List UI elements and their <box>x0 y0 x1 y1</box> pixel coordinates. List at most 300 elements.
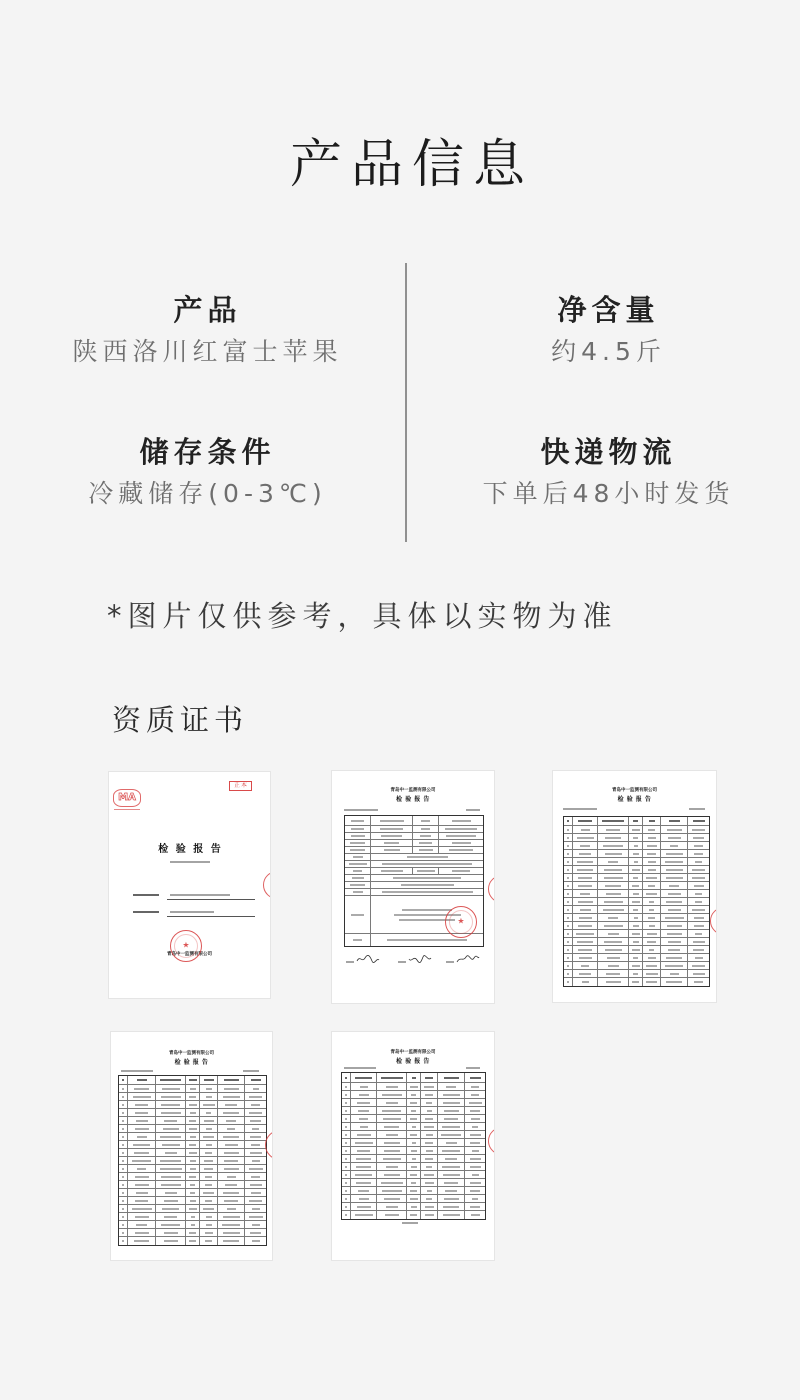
report-table-text <box>410 1190 417 1192</box>
report-table-cell <box>421 1099 438 1106</box>
report-table-cell <box>629 978 643 986</box>
report-table-row <box>119 1205 266 1213</box>
red-seal <box>445 906 477 938</box>
report-table-text <box>224 1152 239 1154</box>
report-table-text <box>426 1150 433 1152</box>
report-table-cell <box>407 1211 421 1219</box>
report-table-text <box>567 885 569 887</box>
page-number <box>466 1067 480 1069</box>
report-table-cell <box>465 1073 485 1082</box>
report-table-cell <box>351 1131 377 1138</box>
report-table-text <box>204 1079 214 1081</box>
report-table-row <box>342 1147 485 1155</box>
report-table-text <box>419 849 433 851</box>
report-table-cell <box>421 1083 438 1090</box>
report-table-cell <box>688 898 709 905</box>
report-table-cell <box>342 1195 351 1202</box>
report-table-cell <box>564 946 573 953</box>
report-table-text <box>605 853 622 855</box>
report-table-text <box>190 1200 196 1202</box>
report-table-text <box>577 861 593 863</box>
report-table-row <box>119 1133 266 1141</box>
report-table-cell <box>218 1101 245 1108</box>
report-table-text <box>189 1120 196 1122</box>
report-table-text <box>162 1088 180 1090</box>
report-table-text <box>122 1184 124 1186</box>
report-table-cell <box>342 1091 351 1098</box>
report-table-text <box>161 1184 181 1186</box>
report-table-text <box>412 1142 416 1144</box>
report-table-cell <box>371 833 413 839</box>
report-number <box>563 808 597 810</box>
report-table-text <box>446 1142 457 1144</box>
report-table-cell <box>371 861 483 867</box>
report-table-cell <box>688 930 709 937</box>
report-table-text <box>224 1079 239 1081</box>
report-table-row <box>345 816 483 826</box>
report-table-cell <box>643 826 661 833</box>
report-table-text <box>205 1200 212 1202</box>
report-table-text <box>345 1077 347 1079</box>
report-table-text <box>122 1079 124 1081</box>
report-table-text <box>250 1184 262 1186</box>
report-table-cell <box>371 854 483 860</box>
report-table-cell <box>407 1179 421 1186</box>
report-table-cell <box>573 898 598 905</box>
report-table-text <box>122 1096 124 1098</box>
report-issuer: 青岛中一监测有限公司 <box>167 952 212 957</box>
report-table-text <box>410 1174 417 1176</box>
report-table-text <box>472 1174 479 1176</box>
report-table-text <box>668 837 681 839</box>
report-table-text <box>665 965 683 967</box>
report-table-text <box>667 933 682 935</box>
report-table-text <box>472 1150 479 1152</box>
report-table-text <box>444 1077 459 1079</box>
report-table-text <box>249 1112 262 1114</box>
report-table-text <box>251 1104 260 1106</box>
report-table-row <box>564 866 709 874</box>
report-table-text <box>122 1208 124 1210</box>
report-table-text <box>470 1166 481 1168</box>
report-table-cell <box>643 858 661 865</box>
report-table-text <box>443 1214 460 1216</box>
report-table-cell <box>465 1107 485 1114</box>
report-table-cell <box>342 1147 351 1154</box>
report-table-cell <box>218 1181 245 1188</box>
report-table-text <box>122 1088 124 1090</box>
report-table-text <box>223 1192 239 1194</box>
report-table-cell <box>688 874 709 881</box>
report-table-cell <box>186 1165 200 1172</box>
report-table-cell <box>573 978 598 986</box>
report-table-text <box>250 1152 262 1154</box>
report-table-text <box>165 1152 177 1154</box>
report-title: 检 验 报 告 <box>396 1058 430 1065</box>
report-table-text <box>667 829 682 831</box>
report-table-cell <box>629 946 643 953</box>
report-table-cell <box>345 847 371 853</box>
report-table-cell <box>128 1157 156 1164</box>
report-table-cell <box>371 840 413 846</box>
spec-value: 冷藏储存(0-3℃) <box>88 479 327 508</box>
report-table-cell <box>413 826 439 832</box>
report-table-cell <box>245 1173 266 1180</box>
report-table-row <box>342 1131 485 1139</box>
report-table-cell <box>200 1205 218 1212</box>
report-table-text <box>350 842 365 844</box>
report-table-text <box>122 1232 124 1234</box>
report-table-cell <box>218 1125 245 1132</box>
report-table-cell <box>439 868 483 874</box>
field-label <box>133 911 159 913</box>
report-table-cell <box>564 938 573 945</box>
report-table-cell <box>598 930 629 937</box>
report-table-text <box>204 1160 213 1162</box>
report-table-cell <box>598 946 629 953</box>
report-table-text <box>160 1160 181 1162</box>
report-table-text <box>445 1190 457 1192</box>
report-table-cell <box>186 1101 200 1108</box>
report-table-cell <box>245 1229 266 1236</box>
report-table-text <box>576 933 594 935</box>
report-table-row <box>119 1181 266 1189</box>
report-table-text <box>470 1206 480 1208</box>
report-table-cell <box>661 834 688 841</box>
report-table-cell <box>661 826 688 833</box>
report-table-text <box>692 869 705 871</box>
report-number <box>170 861 210 863</box>
report-table-cell <box>413 868 439 874</box>
report-table-cell <box>629 874 643 881</box>
report-table-text <box>122 1112 124 1114</box>
report-table-text <box>382 863 472 865</box>
report-table-cell <box>598 817 629 825</box>
report-table-cell <box>351 1123 377 1130</box>
report-table-cell <box>156 1125 186 1132</box>
report-table-cell <box>156 1093 186 1100</box>
report-table-text <box>345 1134 347 1136</box>
report-table-text <box>345 1094 347 1096</box>
report-table-text <box>251 1176 260 1178</box>
report-table-text <box>470 1142 480 1144</box>
report-table-cell <box>643 906 661 913</box>
report-table-text <box>345 1182 347 1184</box>
report-table-cell <box>421 1147 438 1154</box>
report-table-cell <box>377 1083 407 1090</box>
report-table-text <box>206 1096 212 1098</box>
report-table-text <box>136 1120 148 1122</box>
report-table-cell <box>218 1149 245 1156</box>
report-table-cell <box>573 850 598 857</box>
report-table-text <box>190 1112 196 1114</box>
report-table-text <box>567 893 569 895</box>
report-table-text <box>649 909 654 911</box>
report-table-cell <box>119 1085 128 1092</box>
report-table-text <box>135 1200 148 1202</box>
report-table-text <box>633 853 639 855</box>
report-table-text <box>427 1110 432 1112</box>
report-table-cell <box>218 1133 245 1140</box>
report-table-text <box>425 1214 434 1216</box>
report-table-cell <box>629 922 643 929</box>
report-table-text <box>608 861 618 863</box>
report-table-cell <box>218 1221 245 1228</box>
report-table-cell <box>371 882 483 888</box>
report-table-cell <box>156 1141 186 1148</box>
report-table-text <box>385 1214 399 1216</box>
report-table-text <box>249 1216 263 1218</box>
report-table-row <box>345 861 483 868</box>
report-table-text <box>135 1176 149 1178</box>
report-table-cell <box>573 970 598 977</box>
report-table-text <box>352 877 364 879</box>
report-table-text <box>633 925 639 927</box>
report-table-cell <box>438 1131 465 1138</box>
report-table-text <box>425 1158 433 1160</box>
report-table-cell <box>119 1133 128 1140</box>
report-table-row <box>119 1173 266 1181</box>
report-table-header-row <box>119 1076 266 1085</box>
report-table-cell <box>245 1117 266 1124</box>
report-table-cell <box>128 1221 156 1228</box>
report-table-row <box>119 1125 266 1133</box>
report-table-text <box>224 1200 238 1202</box>
report-table-text <box>693 941 705 943</box>
report-table-text <box>646 893 657 895</box>
report-table-cell <box>564 962 573 969</box>
report-table-text <box>666 901 682 903</box>
report-table-text <box>648 885 655 887</box>
report-table-cell <box>421 1195 438 1202</box>
report-table-text <box>581 829 590 831</box>
report-table-cell <box>200 1117 218 1124</box>
report-table-cell <box>598 826 629 833</box>
report-table-text <box>410 1198 418 1200</box>
report-table-cell <box>371 875 483 881</box>
report-table-row <box>342 1187 485 1195</box>
report-table-cell <box>413 816 439 825</box>
report-table-text <box>606 829 620 831</box>
report-table-cell <box>573 842 598 849</box>
report-table-cell <box>128 1133 156 1140</box>
report-table-text <box>251 1144 260 1146</box>
report-table-text <box>345 1198 347 1200</box>
report-table-cell <box>156 1117 186 1124</box>
report-table-cell <box>186 1133 200 1140</box>
report-table-cell <box>465 1179 485 1186</box>
report-table-text <box>356 1166 371 1168</box>
report-table-cell <box>564 954 573 961</box>
report-table-cell <box>128 1213 156 1220</box>
report-table-text <box>442 1166 460 1168</box>
report-table-cell <box>407 1091 421 1098</box>
report-table-text <box>205 1152 212 1154</box>
report-table-text <box>122 1200 124 1202</box>
report-table-cell <box>573 930 598 937</box>
report-table-text <box>351 835 365 837</box>
report-table-cell <box>629 842 643 849</box>
report-table-text <box>567 901 569 903</box>
report-issuer: 青岛中一监测有限公司 <box>390 788 436 793</box>
report-table-row <box>119 1157 266 1165</box>
report-table-cell <box>573 866 598 873</box>
report-table-cell <box>186 1157 200 1164</box>
spec-value: 约4.5斤 <box>551 337 666 366</box>
report-table-row <box>342 1099 485 1107</box>
report-table-text <box>421 828 430 830</box>
report-table-text <box>345 1158 347 1160</box>
report-table-row <box>564 978 709 986</box>
report-table-cell <box>186 1189 200 1196</box>
report-table-cell <box>573 874 598 881</box>
report-table-text <box>190 1184 195 1186</box>
report-table-text <box>607 957 620 959</box>
report-table-cell <box>564 906 573 913</box>
report-table-cell <box>245 1133 266 1140</box>
report-table-text <box>226 1120 236 1122</box>
report-table-text <box>381 1077 403 1079</box>
report-table-text <box>425 1094 433 1096</box>
report-table-cell <box>345 868 371 874</box>
report-table-cell <box>564 850 573 857</box>
report-table-text <box>351 828 364 830</box>
report-table-text <box>189 1176 196 1178</box>
report-table-cell <box>643 834 661 841</box>
report-table-cell <box>643 922 661 929</box>
report-table-text <box>251 1079 261 1081</box>
report-table-cell <box>407 1083 421 1090</box>
report-table-cell <box>688 850 709 857</box>
report-table-cell <box>342 1179 351 1186</box>
report-table-text <box>164 1240 178 1242</box>
report-table-cell <box>438 1155 465 1162</box>
report-table-row <box>345 854 483 861</box>
report-table-text <box>227 1176 236 1178</box>
report-table-text <box>442 1126 460 1128</box>
report-table-text <box>632 869 640 871</box>
report-table-text <box>227 1128 235 1130</box>
report-table-cell <box>661 938 688 945</box>
report-table-cell <box>218 1189 245 1196</box>
seam-seal <box>488 875 494 903</box>
report-table-text <box>567 829 569 831</box>
report-table-text <box>189 1104 197 1106</box>
report-table-cell <box>119 1141 128 1148</box>
report-table-text <box>357 1150 370 1152</box>
report-table-cell <box>629 914 643 921</box>
report-table-text <box>666 853 683 855</box>
report-table-text <box>353 939 362 941</box>
report-table-cell <box>128 1229 156 1236</box>
report-table-text <box>667 925 682 927</box>
report-table-cell <box>351 1187 377 1194</box>
report-table-text <box>225 1144 238 1146</box>
report-table-cell <box>438 1211 465 1219</box>
report-table-text <box>203 1208 214 1210</box>
image-disclaimer: *图片仅供参考，具体以实物为准 <box>107 599 618 633</box>
report-table-text <box>666 981 682 983</box>
report-table-cell <box>200 1157 218 1164</box>
report-table-text <box>604 877 623 879</box>
report-table-cell <box>629 882 643 889</box>
report-table-cell <box>119 1213 128 1220</box>
report-table-cell <box>156 1101 186 1108</box>
page-number <box>243 1070 259 1072</box>
report-table-text <box>578 949 592 951</box>
report-table-row <box>564 962 709 970</box>
page-number <box>466 809 480 811</box>
report-table-text <box>223 1136 239 1138</box>
field-label <box>133 894 159 896</box>
report-table-text <box>161 1096 181 1098</box>
report-table-cell <box>643 866 661 873</box>
report-table-text <box>355 1142 373 1144</box>
report-table-row <box>345 868 483 875</box>
report-table-row <box>564 890 709 898</box>
report-table-text <box>122 1152 124 1154</box>
report-title: 检 验 报 告 <box>174 1059 209 1066</box>
report-table-cell <box>351 1115 377 1122</box>
report-table-text <box>386 1086 398 1088</box>
report-table-text <box>443 1102 460 1104</box>
report-table-cell <box>438 1073 465 1082</box>
report-table-text <box>670 845 678 847</box>
report-table-text <box>387 939 467 941</box>
report-table-cell <box>421 1091 438 1098</box>
report-table-text <box>122 1120 124 1122</box>
report-table-cell <box>200 1133 218 1140</box>
report-table-text <box>693 949 704 951</box>
report-table-row <box>564 914 709 922</box>
report-table-cell <box>128 1085 156 1092</box>
report-table-text <box>412 1126 416 1128</box>
report-table-cell <box>156 1133 186 1140</box>
report-table-row <box>342 1107 485 1115</box>
report-table-cell <box>643 898 661 905</box>
report-table-cell <box>351 1073 377 1082</box>
report-table-text <box>223 1112 239 1114</box>
report-table-text <box>444 1198 459 1200</box>
report-table-cell <box>564 970 573 977</box>
report-table-text <box>345 1166 347 1168</box>
report-table-row <box>564 850 709 858</box>
report-table-text <box>163 1128 179 1130</box>
report-table-text <box>648 837 656 839</box>
report-table-text <box>606 973 620 975</box>
report-table-cell <box>200 1085 218 1092</box>
report-table-text <box>345 1118 347 1120</box>
report-table-cell <box>439 816 483 825</box>
report-table-cell <box>688 922 709 929</box>
report-table-row <box>342 1163 485 1171</box>
report-table-row <box>119 1165 266 1173</box>
report-table-text <box>665 917 684 919</box>
report-table-cell <box>438 1163 465 1170</box>
report-table-text <box>580 845 590 847</box>
report-table-row <box>119 1109 266 1117</box>
report-table-cell <box>186 1205 200 1212</box>
report-table-text <box>190 1136 196 1138</box>
report-table-text <box>355 1174 372 1176</box>
report-table-text <box>189 1144 196 1146</box>
report-table-cell <box>377 1179 407 1186</box>
report-table-text <box>134 1240 149 1242</box>
report-number <box>121 1070 153 1072</box>
report-table-cell <box>345 889 371 895</box>
report-table-cell <box>421 1115 438 1122</box>
report-table-cell <box>128 1117 156 1124</box>
